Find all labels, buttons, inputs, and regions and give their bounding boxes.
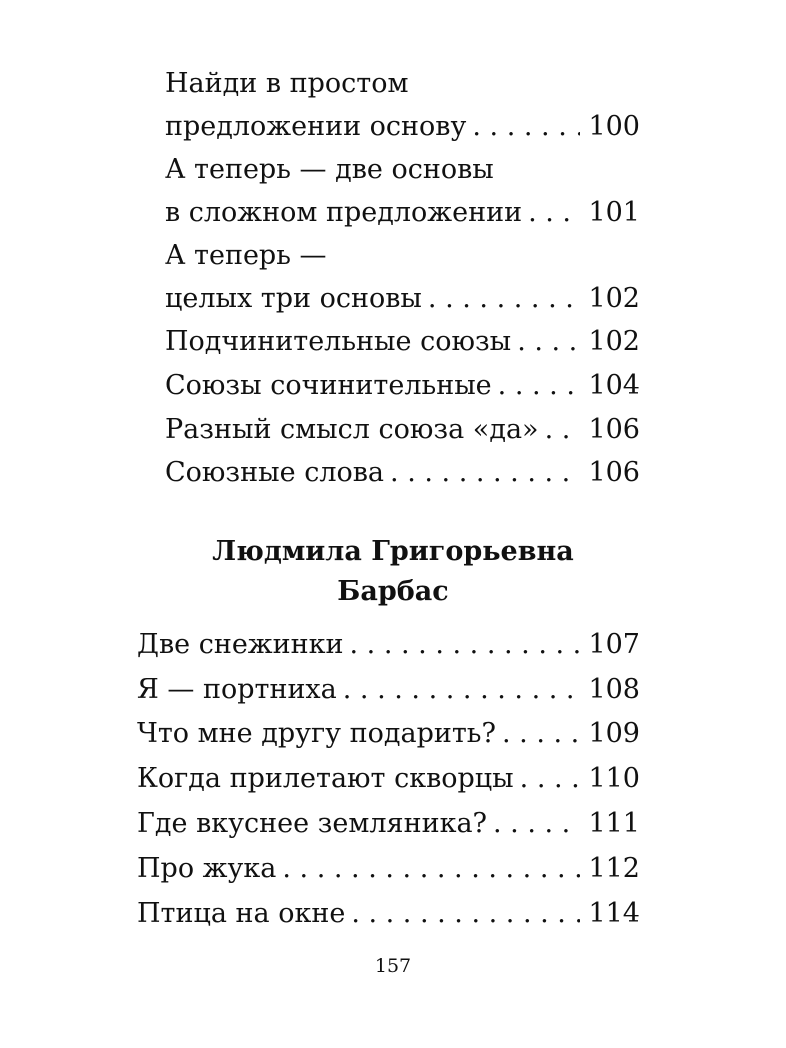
toc-entry — [165, 366, 640, 406]
toc-entry — [137, 714, 640, 754]
toc-entry-page: 102 — [588, 283, 640, 314]
toc-entry-page: 112 — [588, 853, 640, 884]
toc-entry-page: 108 — [588, 674, 640, 705]
toc-entry-page: 100 — [588, 111, 640, 142]
toc-leader-dots — [502, 714, 580, 754]
toc-leader-dots — [545, 410, 581, 450]
toc-entry-page: 114 — [588, 898, 640, 929]
toc-entry — [165, 279, 640, 319]
toc-entry — [137, 894, 640, 934]
toc-entry-page: 106 — [588, 457, 640, 488]
toc-entry-title: Две снежинки — [137, 629, 344, 660]
toc-leader-dots — [350, 625, 581, 665]
toc-entry — [165, 107, 640, 147]
toc-entry-page: 110 — [588, 763, 640, 794]
toc-entry-page: 111 — [588, 808, 640, 839]
toc-leader-dots — [517, 322, 580, 362]
toc-leader-dots — [528, 193, 580, 233]
toc-leader-dots — [493, 804, 580, 844]
toc-entry — [165, 410, 640, 450]
toc-entry-title: целых три основы — [165, 283, 422, 314]
toc-entry-title: предложении основу — [165, 111, 467, 142]
toc-leader-dots — [282, 849, 580, 889]
toc-entry — [165, 322, 640, 362]
toc-leader-dots — [390, 453, 580, 493]
toc-entry — [165, 193, 640, 233]
toc-leader-dots — [428, 279, 581, 319]
toc-entry-page: 104 — [588, 370, 640, 401]
toc-entry — [165, 453, 640, 493]
toc-entry-page: 101 — [588, 197, 640, 228]
toc-entry-title: Что мне другу подарить? — [137, 718, 496, 749]
toc-entry-title: в сложном предложении — [165, 197, 523, 228]
toc-entry — [137, 849, 640, 889]
page-number: 157 — [374, 955, 412, 977]
toc-entry-title: Где вкуснее земляника? — [137, 808, 488, 839]
toc-entry-title: Союзы сочинительные — [165, 370, 492, 401]
toc-leader-dots — [343, 670, 581, 710]
toc-entry — [137, 670, 640, 710]
toc-entry-title: Я — портниха — [137, 674, 337, 705]
toc-leader-dots — [498, 366, 581, 406]
toc-entry-title: Птица на окне — [137, 898, 346, 929]
toc-entry — [137, 625, 640, 665]
toc-entry-title: Разный смысл союза «да» — [165, 414, 539, 445]
toc-leader-dots — [520, 759, 581, 799]
toc-entry-title: Союзные слова — [165, 457, 385, 488]
toc-entry — [137, 759, 640, 799]
toc-entry — [137, 804, 640, 844]
toc-entry-title: Про жука — [137, 853, 277, 884]
toc-entry-page: 107 — [588, 629, 640, 660]
toc-entry-page: 109 — [588, 718, 640, 749]
toc-entry-line: А теперь — — [165, 240, 327, 271]
toc-entry-line: А теперь — две основы — [165, 154, 494, 185]
toc-leader-dots — [351, 894, 580, 934]
toc-leader-dots — [472, 107, 580, 147]
toc-entry-line: Найди в простом — [165, 68, 409, 99]
toc-entry-page: 102 — [588, 326, 640, 357]
toc-entry-title: Когда прилетают скворцы — [137, 763, 514, 794]
toc-entry-title: Подчинительные союзы — [165, 326, 512, 357]
author-name-line2: Барбас — [337, 576, 449, 607]
toc-entry-page: 106 — [588, 414, 640, 445]
author-name-line1: Людмила Григорьевна — [212, 536, 574, 567]
